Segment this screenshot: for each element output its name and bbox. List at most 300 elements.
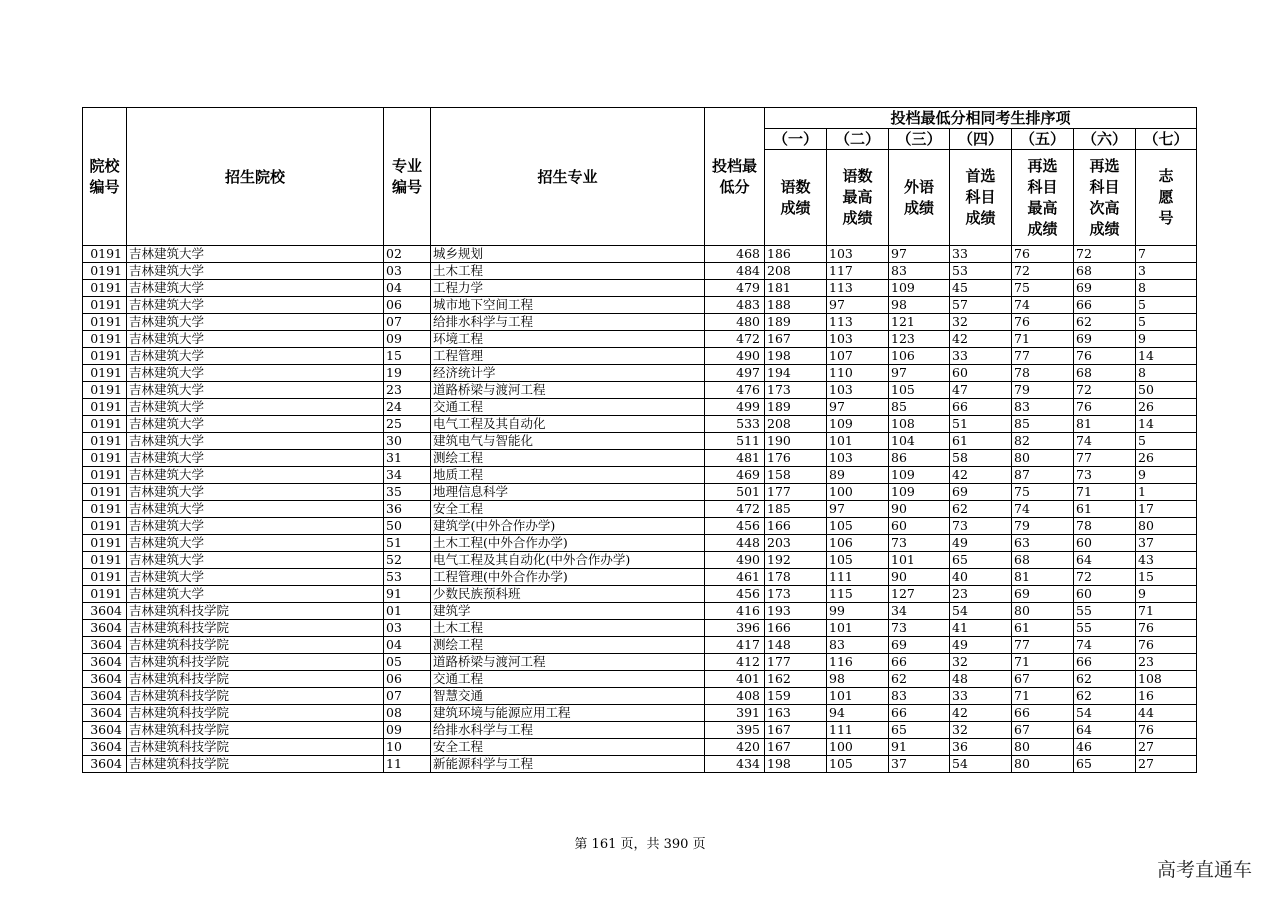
rank7-cell: 26 bbox=[1136, 399, 1197, 416]
rank6-cell: 61 bbox=[1074, 501, 1136, 518]
major-name-cell: 交通工程 bbox=[431, 399, 705, 416]
major-code-cell: 25 bbox=[384, 416, 431, 433]
rank3-cell: 85 bbox=[889, 399, 950, 416]
rank5-cell: 83 bbox=[1012, 399, 1074, 416]
header-rank-label: 语数最高成绩 bbox=[827, 150, 889, 246]
school-code-cell: 3604 bbox=[83, 705, 127, 722]
major-name-cell: 安全工程 bbox=[431, 739, 705, 756]
min-score-cell: 481 bbox=[705, 450, 765, 467]
min-score-cell: 416 bbox=[705, 603, 765, 620]
rank5-cell: 80 bbox=[1012, 450, 1074, 467]
rank4-cell: 32 bbox=[950, 314, 1012, 331]
school-code-cell: 0191 bbox=[83, 297, 127, 314]
rank5-cell: 76 bbox=[1012, 246, 1074, 263]
rank2-cell: 113 bbox=[827, 280, 889, 297]
rank1-cell: 166 bbox=[765, 518, 827, 535]
rank5-cell: 77 bbox=[1012, 348, 1074, 365]
header-rank-label: 再选科目次高成绩 bbox=[1074, 150, 1136, 246]
rank2-cell: 105 bbox=[827, 552, 889, 569]
rank1-cell: 158 bbox=[765, 467, 827, 484]
major-name-cell: 道路桥梁与渡河工程 bbox=[431, 654, 705, 671]
table-row bbox=[83, 416, 1197, 433]
school-code-cell: 0191 bbox=[83, 382, 127, 399]
rank4-cell: 48 bbox=[950, 671, 1012, 688]
rank3-cell: 123 bbox=[889, 331, 950, 348]
major-name-cell: 经济统计学 bbox=[431, 365, 705, 382]
rank1-cell: 177 bbox=[765, 654, 827, 671]
min-score-cell: 476 bbox=[705, 382, 765, 399]
school-code-cell: 0191 bbox=[83, 314, 127, 331]
school-code-cell: 3604 bbox=[83, 637, 127, 654]
rank1-cell: 186 bbox=[765, 246, 827, 263]
rank3-cell: 104 bbox=[889, 433, 950, 450]
table-row bbox=[83, 263, 1197, 280]
rank6-cell: 72 bbox=[1074, 382, 1136, 399]
rank3-cell: 83 bbox=[889, 263, 950, 280]
rank2-cell: 111 bbox=[827, 569, 889, 586]
table-row bbox=[83, 739, 1197, 756]
rank5-cell: 77 bbox=[1012, 637, 1074, 654]
major-name-cell: 建筑学 bbox=[431, 603, 705, 620]
rank4-cell: 73 bbox=[950, 518, 1012, 535]
min-score-cell: 461 bbox=[705, 569, 765, 586]
rank4-cell: 66 bbox=[950, 399, 1012, 416]
school-code-cell: 3604 bbox=[83, 654, 127, 671]
major-name-cell: 建筑环境与能源应用工程 bbox=[431, 705, 705, 722]
rank2-cell: 100 bbox=[827, 739, 889, 756]
rank6-cell: 62 bbox=[1074, 688, 1136, 705]
header-rank-label: 再选科目最高成绩 bbox=[1012, 150, 1074, 246]
rank1-cell: 198 bbox=[765, 756, 827, 773]
rank7-cell: 23 bbox=[1136, 654, 1197, 671]
school-code-cell: 0191 bbox=[83, 552, 127, 569]
rank4-cell: 54 bbox=[950, 756, 1012, 773]
header-school-code: 院校编号 bbox=[83, 108, 127, 246]
rank7-cell: 15 bbox=[1136, 569, 1197, 586]
rank7-cell: 1 bbox=[1136, 484, 1197, 501]
major-code-cell: 08 bbox=[384, 705, 431, 722]
rank6-cell: 46 bbox=[1074, 739, 1136, 756]
major-code-cell: 02 bbox=[384, 246, 431, 263]
school-name-cell: 吉林建筑大学 bbox=[127, 348, 384, 365]
school-code-cell: 0191 bbox=[83, 280, 127, 297]
school-name-cell: 吉林建筑大学 bbox=[127, 569, 384, 586]
major-code-cell: 24 bbox=[384, 399, 431, 416]
rank1-cell: 177 bbox=[765, 484, 827, 501]
rank2-cell: 105 bbox=[827, 518, 889, 535]
major-name-cell: 建筑电气与智能化 bbox=[431, 433, 705, 450]
rank2-cell: 83 bbox=[827, 637, 889, 654]
school-name-cell: 吉林建筑大学 bbox=[127, 484, 384, 501]
table-row bbox=[83, 484, 1197, 501]
header-rank-num: （五） bbox=[1012, 129, 1074, 150]
rank5-cell: 63 bbox=[1012, 535, 1074, 552]
school-name-cell: 吉林建筑大学 bbox=[127, 416, 384, 433]
header-rank-num: （一） bbox=[765, 129, 827, 150]
rank5-cell: 76 bbox=[1012, 314, 1074, 331]
header-ranking-group: 投档最低分相同考生排序项 bbox=[765, 108, 1197, 129]
rank6-cell: 62 bbox=[1074, 314, 1136, 331]
school-name-cell: 吉林建筑大学 bbox=[127, 586, 384, 603]
rank7-cell: 5 bbox=[1136, 314, 1197, 331]
major-name-cell: 测绘工程 bbox=[431, 450, 705, 467]
rank3-cell: 105 bbox=[889, 382, 950, 399]
table-row bbox=[83, 688, 1197, 705]
table-row bbox=[83, 620, 1197, 637]
rank1-cell: 208 bbox=[765, 416, 827, 433]
rank7-cell: 80 bbox=[1136, 518, 1197, 535]
school-name-cell: 吉林建筑大学 bbox=[127, 280, 384, 297]
rank4-cell: 32 bbox=[950, 654, 1012, 671]
rank4-cell: 42 bbox=[950, 331, 1012, 348]
rank3-cell: 101 bbox=[889, 552, 950, 569]
school-name-cell: 吉林建筑大学 bbox=[127, 399, 384, 416]
rank4-cell: 42 bbox=[950, 467, 1012, 484]
rank6-cell: 65 bbox=[1074, 756, 1136, 773]
major-code-cell: 36 bbox=[384, 501, 431, 518]
rank7-cell: 17 bbox=[1136, 501, 1197, 518]
rank2-cell: 103 bbox=[827, 382, 889, 399]
rank1-cell: 189 bbox=[765, 314, 827, 331]
rank6-cell: 69 bbox=[1074, 331, 1136, 348]
rank7-cell: 44 bbox=[1136, 705, 1197, 722]
rank6-cell: 60 bbox=[1074, 535, 1136, 552]
major-code-cell: 03 bbox=[384, 620, 431, 637]
rank1-cell: 190 bbox=[765, 433, 827, 450]
rank5-cell: 82 bbox=[1012, 433, 1074, 450]
rank5-cell: 67 bbox=[1012, 671, 1074, 688]
rank1-cell: 166 bbox=[765, 620, 827, 637]
min-score-cell: 497 bbox=[705, 365, 765, 382]
rank3-cell: 121 bbox=[889, 314, 950, 331]
rank6-cell: 78 bbox=[1074, 518, 1136, 535]
min-score-cell: 490 bbox=[705, 552, 765, 569]
rank7-cell: 76 bbox=[1136, 620, 1197, 637]
major-name-cell: 安全工程 bbox=[431, 501, 705, 518]
major-name-cell: 工程力学 bbox=[431, 280, 705, 297]
major-name-cell: 少数民族预科班 bbox=[431, 586, 705, 603]
major-code-cell: 06 bbox=[384, 297, 431, 314]
rank4-cell: 51 bbox=[950, 416, 1012, 433]
rank3-cell: 90 bbox=[889, 501, 950, 518]
rank5-cell: 87 bbox=[1012, 467, 1074, 484]
table-row bbox=[83, 450, 1197, 467]
rank2-cell: 115 bbox=[827, 586, 889, 603]
major-name-cell: 土木工程(中外合作办学) bbox=[431, 535, 705, 552]
rank7-cell: 76 bbox=[1136, 637, 1197, 654]
rank4-cell: 36 bbox=[950, 739, 1012, 756]
major-name-cell: 工程管理 bbox=[431, 348, 705, 365]
rank6-cell: 68 bbox=[1074, 365, 1136, 382]
rank5-cell: 79 bbox=[1012, 518, 1074, 535]
rank2-cell: 103 bbox=[827, 331, 889, 348]
table-row bbox=[83, 671, 1197, 688]
rank6-cell: 54 bbox=[1074, 705, 1136, 722]
min-score-cell: 472 bbox=[705, 331, 765, 348]
rank4-cell: 45 bbox=[950, 280, 1012, 297]
rank7-cell: 14 bbox=[1136, 348, 1197, 365]
rank3-cell: 86 bbox=[889, 450, 950, 467]
rank5-cell: 80 bbox=[1012, 739, 1074, 756]
rank5-cell: 81 bbox=[1012, 569, 1074, 586]
rank5-cell: 74 bbox=[1012, 297, 1074, 314]
min-score-cell: 420 bbox=[705, 739, 765, 756]
rank5-cell: 79 bbox=[1012, 382, 1074, 399]
school-code-cell: 3604 bbox=[83, 620, 127, 637]
rank3-cell: 98 bbox=[889, 297, 950, 314]
rank5-cell: 69 bbox=[1012, 586, 1074, 603]
min-score-cell: 490 bbox=[705, 348, 765, 365]
major-code-cell: 52 bbox=[384, 552, 431, 569]
table-body bbox=[83, 246, 1197, 773]
rank7-cell: 71 bbox=[1136, 603, 1197, 620]
major-code-cell: 11 bbox=[384, 756, 431, 773]
table-row bbox=[83, 331, 1197, 348]
school-code-cell: 3604 bbox=[83, 671, 127, 688]
rank7-cell: 27 bbox=[1136, 739, 1197, 756]
table-row bbox=[83, 280, 1197, 297]
rank4-cell: 32 bbox=[950, 722, 1012, 739]
rank2-cell: 89 bbox=[827, 467, 889, 484]
rank4-cell: 33 bbox=[950, 246, 1012, 263]
rank1-cell: 163 bbox=[765, 705, 827, 722]
school-name-cell: 吉林建筑大学 bbox=[127, 382, 384, 399]
school-name-cell: 吉林建筑科技学院 bbox=[127, 756, 384, 773]
school-name-cell: 吉林建筑科技学院 bbox=[127, 603, 384, 620]
table-row bbox=[83, 654, 1197, 671]
rank2-cell: 100 bbox=[827, 484, 889, 501]
major-code-cell: 19 bbox=[384, 365, 431, 382]
rank5-cell: 68 bbox=[1012, 552, 1074, 569]
major-name-cell: 道路桥梁与渡河工程 bbox=[431, 382, 705, 399]
min-score-cell: 396 bbox=[705, 620, 765, 637]
header-rank-num: （三） bbox=[889, 129, 950, 150]
min-score-cell: 401 bbox=[705, 671, 765, 688]
min-score-cell: 501 bbox=[705, 484, 765, 501]
school-name-cell: 吉林建筑大学 bbox=[127, 518, 384, 535]
school-name-cell: 吉林建筑大学 bbox=[127, 535, 384, 552]
major-code-cell: 09 bbox=[384, 331, 431, 348]
rank3-cell: 69 bbox=[889, 637, 950, 654]
table-row bbox=[83, 705, 1197, 722]
header-school-name: 招生院校 bbox=[127, 108, 384, 246]
rank2-cell: 110 bbox=[827, 365, 889, 382]
rank1-cell: 203 bbox=[765, 535, 827, 552]
table-row bbox=[83, 297, 1197, 314]
major-code-cell: 35 bbox=[384, 484, 431, 501]
rank6-cell: 72 bbox=[1074, 246, 1136, 263]
rank5-cell: 71 bbox=[1012, 331, 1074, 348]
school-code-cell: 0191 bbox=[83, 518, 127, 535]
admission-table bbox=[82, 107, 1197, 773]
rank6-cell: 60 bbox=[1074, 586, 1136, 603]
rank1-cell: 162 bbox=[765, 671, 827, 688]
rank7-cell: 9 bbox=[1136, 586, 1197, 603]
rank4-cell: 58 bbox=[950, 450, 1012, 467]
rank5-cell: 71 bbox=[1012, 688, 1074, 705]
school-code-cell: 0191 bbox=[83, 348, 127, 365]
rank1-cell: 185 bbox=[765, 501, 827, 518]
rank3-cell: 108 bbox=[889, 416, 950, 433]
rank1-cell: 167 bbox=[765, 739, 827, 756]
school-code-cell: 0191 bbox=[83, 263, 127, 280]
table-row bbox=[83, 637, 1197, 654]
major-code-cell: 51 bbox=[384, 535, 431, 552]
rank7-cell: 9 bbox=[1136, 331, 1197, 348]
rank2-cell: 117 bbox=[827, 263, 889, 280]
rank3-cell: 106 bbox=[889, 348, 950, 365]
rank4-cell: 54 bbox=[950, 603, 1012, 620]
rank2-cell: 116 bbox=[827, 654, 889, 671]
rank3-cell: 97 bbox=[889, 365, 950, 382]
major-name-cell: 新能源科学与工程 bbox=[431, 756, 705, 773]
min-score-cell: 484 bbox=[705, 263, 765, 280]
major-code-cell: 53 bbox=[384, 569, 431, 586]
rank4-cell: 60 bbox=[950, 365, 1012, 382]
rank4-cell: 61 bbox=[950, 433, 1012, 450]
min-score-cell: 408 bbox=[705, 688, 765, 705]
table-row bbox=[83, 348, 1197, 365]
major-name-cell: 建筑学(中外合作办学) bbox=[431, 518, 705, 535]
min-score-cell: 472 bbox=[705, 501, 765, 518]
header-min-score: 投档最低分 bbox=[705, 108, 765, 246]
rank1-cell: 178 bbox=[765, 569, 827, 586]
rank4-cell: 57 bbox=[950, 297, 1012, 314]
rank2-cell: 107 bbox=[827, 348, 889, 365]
major-name-cell: 城市地下空间工程 bbox=[431, 297, 705, 314]
rank5-cell: 80 bbox=[1012, 603, 1074, 620]
rank1-cell: 198 bbox=[765, 348, 827, 365]
major-name-cell: 环境工程 bbox=[431, 331, 705, 348]
rank1-cell: 167 bbox=[765, 331, 827, 348]
rank7-cell: 5 bbox=[1136, 297, 1197, 314]
rank3-cell: 66 bbox=[889, 654, 950, 671]
school-name-cell: 吉林建筑大学 bbox=[127, 246, 384, 263]
min-score-cell: 395 bbox=[705, 722, 765, 739]
rank3-cell: 73 bbox=[889, 535, 950, 552]
school-name-cell: 吉林建筑科技学院 bbox=[127, 620, 384, 637]
rank6-cell: 77 bbox=[1074, 450, 1136, 467]
rank7-cell: 27 bbox=[1136, 756, 1197, 773]
major-code-cell: 50 bbox=[384, 518, 431, 535]
rank4-cell: 69 bbox=[950, 484, 1012, 501]
table-row bbox=[83, 603, 1197, 620]
rank1-cell: 148 bbox=[765, 637, 827, 654]
rank6-cell: 76 bbox=[1074, 399, 1136, 416]
header-rank-num: （四） bbox=[950, 129, 1012, 150]
header-rank-num: （七） bbox=[1136, 129, 1197, 150]
rank3-cell: 109 bbox=[889, 484, 950, 501]
rank6-cell: 74 bbox=[1074, 433, 1136, 450]
watermark: 高考直通车 bbox=[1156, 859, 1252, 881]
major-code-cell: 23 bbox=[384, 382, 431, 399]
rank3-cell: 66 bbox=[889, 705, 950, 722]
school-name-cell: 吉林建筑科技学院 bbox=[127, 654, 384, 671]
rank6-cell: 68 bbox=[1074, 263, 1136, 280]
school-code-cell: 0191 bbox=[83, 399, 127, 416]
rank6-cell: 81 bbox=[1074, 416, 1136, 433]
table-row bbox=[83, 314, 1197, 331]
school-code-cell: 0191 bbox=[83, 450, 127, 467]
rank3-cell: 37 bbox=[889, 756, 950, 773]
rank2-cell: 101 bbox=[827, 620, 889, 637]
rank4-cell: 65 bbox=[950, 552, 1012, 569]
major-name-cell: 给排水科学与工程 bbox=[431, 722, 705, 739]
rank2-cell: 101 bbox=[827, 688, 889, 705]
rank1-cell: 181 bbox=[765, 280, 827, 297]
page-number: 第 161 页，共 390 页 bbox=[574, 837, 706, 852]
rank5-cell: 67 bbox=[1012, 722, 1074, 739]
table-row bbox=[83, 399, 1197, 416]
school-code-cell: 0191 bbox=[83, 467, 127, 484]
major-code-cell: 03 bbox=[384, 263, 431, 280]
header-rank-label: 语数成绩 bbox=[765, 150, 827, 246]
rank3-cell: 60 bbox=[889, 518, 950, 535]
rank5-cell: 85 bbox=[1012, 416, 1074, 433]
rank3-cell: 62 bbox=[889, 671, 950, 688]
table-row bbox=[83, 569, 1197, 586]
major-name-cell: 交通工程 bbox=[431, 671, 705, 688]
rank7-cell: 8 bbox=[1136, 365, 1197, 382]
rank3-cell: 109 bbox=[889, 280, 950, 297]
major-name-cell: 工程管理(中外合作办学) bbox=[431, 569, 705, 586]
rank3-cell: 91 bbox=[889, 739, 950, 756]
school-code-cell: 3604 bbox=[83, 756, 127, 773]
major-name-cell: 土木工程 bbox=[431, 620, 705, 637]
school-code-cell: 0191 bbox=[83, 331, 127, 348]
school-code-cell: 0191 bbox=[83, 569, 127, 586]
rank2-cell: 101 bbox=[827, 433, 889, 450]
major-code-cell: 06 bbox=[384, 671, 431, 688]
rank5-cell: 61 bbox=[1012, 620, 1074, 637]
major-code-cell: 01 bbox=[384, 603, 431, 620]
rank1-cell: 167 bbox=[765, 722, 827, 739]
min-score-cell: 417 bbox=[705, 637, 765, 654]
rank1-cell: 193 bbox=[765, 603, 827, 620]
rank7-cell: 50 bbox=[1136, 382, 1197, 399]
major-code-cell: 34 bbox=[384, 467, 431, 484]
table-row bbox=[83, 433, 1197, 450]
rank6-cell: 64 bbox=[1074, 722, 1136, 739]
school-code-cell: 3604 bbox=[83, 688, 127, 705]
rank1-cell: 192 bbox=[765, 552, 827, 569]
major-name-cell: 电气工程及其自动化 bbox=[431, 416, 705, 433]
rank6-cell: 66 bbox=[1074, 297, 1136, 314]
rank4-cell: 49 bbox=[950, 535, 1012, 552]
rank4-cell: 42 bbox=[950, 705, 1012, 722]
rank5-cell: 71 bbox=[1012, 654, 1074, 671]
min-score-cell: 533 bbox=[705, 416, 765, 433]
rank2-cell: 105 bbox=[827, 756, 889, 773]
header-rank-label: 首选科目成绩 bbox=[950, 150, 1012, 246]
rank6-cell: 66 bbox=[1074, 654, 1136, 671]
rank5-cell: 72 bbox=[1012, 263, 1074, 280]
rank7-cell: 5 bbox=[1136, 433, 1197, 450]
major-code-cell: 04 bbox=[384, 280, 431, 297]
rank2-cell: 97 bbox=[827, 297, 889, 314]
min-score-cell: 479 bbox=[705, 280, 765, 297]
table-header bbox=[83, 108, 1197, 246]
rank1-cell: 176 bbox=[765, 450, 827, 467]
min-score-cell: 469 bbox=[705, 467, 765, 484]
rank7-cell: 16 bbox=[1136, 688, 1197, 705]
rank6-cell: 72 bbox=[1074, 569, 1136, 586]
school-name-cell: 吉林建筑大学 bbox=[127, 467, 384, 484]
min-score-cell: 499 bbox=[705, 399, 765, 416]
rank3-cell: 109 bbox=[889, 467, 950, 484]
rank4-cell: 41 bbox=[950, 620, 1012, 637]
min-score-cell: 511 bbox=[705, 433, 765, 450]
